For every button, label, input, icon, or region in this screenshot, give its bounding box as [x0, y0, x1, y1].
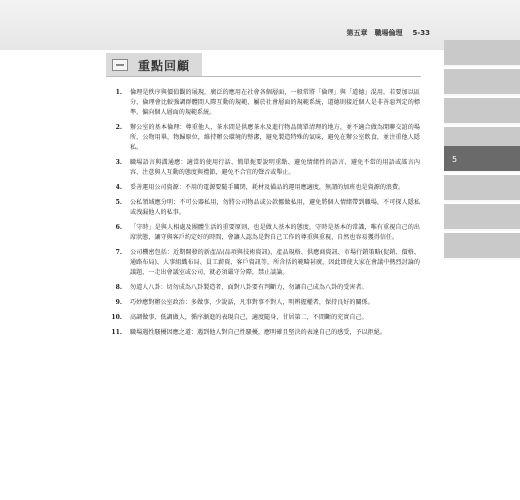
list-item	[108, 223, 420, 243]
item-number: 7.	[115, 249, 122, 256]
chapter-tab[interactable]	[444, 98, 520, 125]
list-item	[108, 283, 420, 293]
item-number: 2.	[115, 124, 122, 131]
list-item	[108, 198, 420, 218]
item-text: 公私領域應分明：不可公器私用，勿將公司物品或公款挪做私用，避免將個人情緒帶到職場，不可探人隱私或洩漏他人的私事。	[130, 199, 420, 216]
item-number: 9.	[115, 299, 122, 306]
item-number: 1.	[115, 89, 122, 96]
chapter-tabs	[444, 0, 520, 500]
list-item	[108, 313, 420, 323]
chapter-tab[interactable]	[444, 233, 520, 260]
item-text: 倫理是秩序與價值觀的展現，廣泛的應用在社會各個層面，一般常將「倫理」與「道德」混用，若要加以區分，倫理會比較強調群體間人際互動的規範，屬於社會層面的規範系統，道德則接近個人是非善惡判定的標準，偏向個人層面的規範系統。	[130, 89, 420, 116]
item-text: 辦公室的基本倫理：尊重他人，茶水間是供應茶水及進行物品簡單清理的地方，並不適合做為閒聊交誼的場所，公物用畢，物歸原位，維持辦公環境的整潔，避免製造特殊的氣味，避免在辦公室飲食，並注重他人隱私。	[130, 124, 420, 151]
item-number: 3.	[115, 159, 122, 166]
section-heading	[106, 53, 202, 77]
item-number: 6.	[115, 224, 122, 231]
item-number: 11.	[111, 329, 122, 336]
item-number: 5.	[115, 199, 122, 206]
running-header	[300, 27, 430, 39]
page-header-bar	[0, 0, 520, 50]
list-item	[108, 248, 420, 278]
list-item	[108, 88, 420, 118]
list-item	[108, 183, 420, 193]
item-number: 10.	[111, 314, 122, 321]
chapter-tab[interactable]	[444, 204, 520, 231]
page-number: 5-33	[412, 29, 430, 37]
list-item	[108, 123, 420, 153]
divider	[106, 76, 421, 77]
section-title: 重點回顧	[138, 58, 191, 73]
list-item	[108, 328, 420, 338]
list-item	[108, 158, 420, 178]
chapter-tab[interactable]	[444, 175, 520, 202]
list-item	[108, 298, 420, 308]
chapter-title: 第五章 職場倫理	[346, 29, 403, 37]
notebook-icon	[112, 59, 128, 71]
item-text: 公司機密包括：近期開發的新產品(品項與技術資訊)、產品規格、供應商資訊、市場行銷策略(促銷、價格、通路布局)、人事組織布局、員工薪資、客戶資訊等，所含括的範疇甚廣，因此即使大家在會議中熱烈討論的議題，一走出會議室或公司，就必須嚴守分際，禁止談論。	[130, 249, 420, 276]
item-text: 勿道人八卦：切勿成為八卦製造者，面對八卦要有判斷力，勿讓自己成為八卦的受害者。	[130, 284, 368, 291]
chapter-tab[interactable]	[444, 69, 520, 96]
item-text: 妥善運用公司資源：不用的電源要隨手關閉，耗材及備品的運用應適度，無謂的加班也是資源的浪費。	[130, 184, 405, 191]
item-text: 「守時」是與人相處及團體生活的重要原則，也是做人基本的態度，守時是基本的常識，唯有重視自己的出席狀態，讓守與客戶約定好的時間，會讓人認為是對自己工作的尊重與重視，自然也容易獲得信任。	[130, 224, 420, 241]
item-number: 4.	[115, 184, 122, 191]
chapter-tab[interactable]	[444, 40, 520, 67]
item-text: 巧妙應對辦公室政治：多做事，少說話，凡事對事不對人，明辨握權者，保持良好的關係。	[130, 299, 374, 306]
item-text: 職場遇性騷擾因應之道：遇到他人對自己性騷擾，應明確且堅決的表達自己的感受，予以拒絕。	[130, 329, 386, 336]
item-text: 職場語言與溝通應：適當的使用行話、簡單扼要說明重點、避免情緒性的語言、避免不當的用語或謠言內容、注意與人互動的態度與禮節、避免不合宜的聲音或舉止。	[130, 159, 420, 176]
summary-list	[108, 88, 420, 343]
item-number: 8.	[115, 284, 122, 291]
item-text: 高調做事、低調做人，循序漸進的表現自己，適度隨身，甘居第二，不間斷的充實自己。	[130, 314, 368, 321]
chapter-tab-active[interactable]: 5	[444, 146, 520, 173]
